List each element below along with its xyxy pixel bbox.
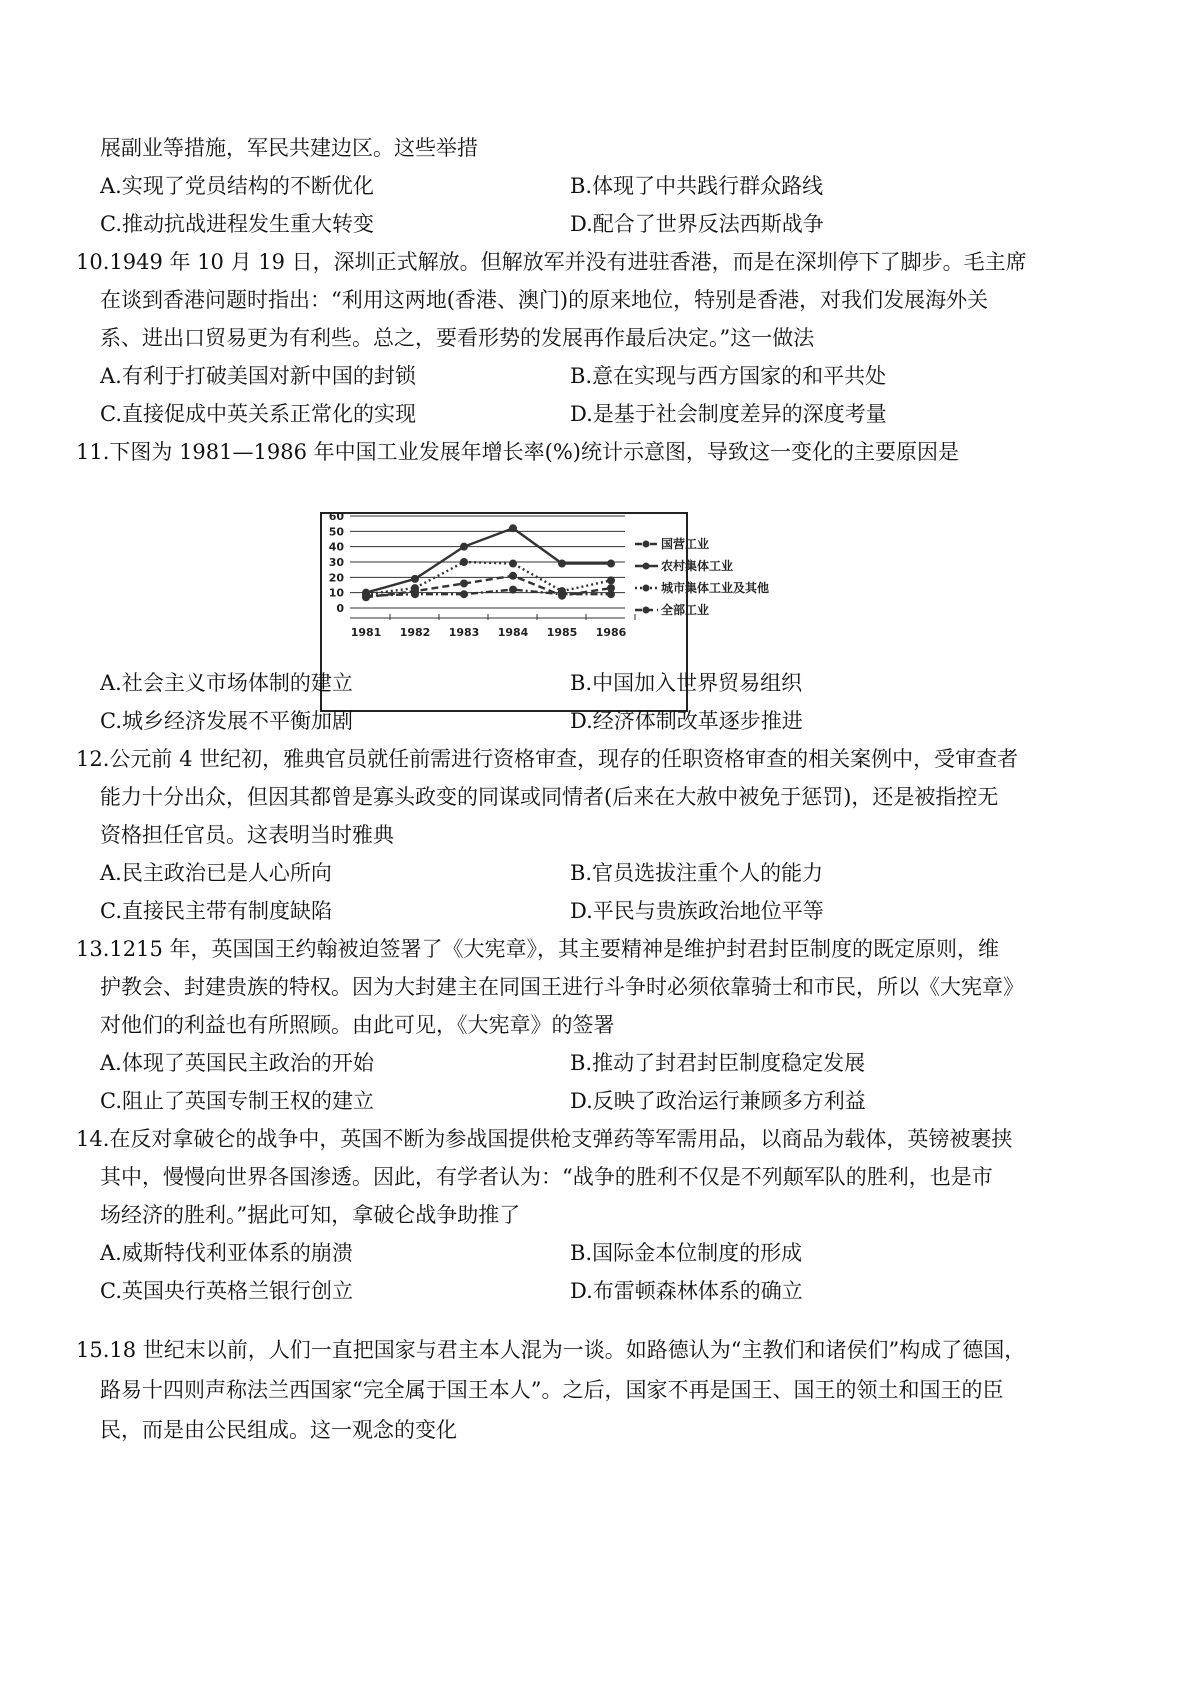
data-point	[509, 524, 517, 532]
question-15-stem: 民，而是由公民组成。这一观念的变化	[100, 1418, 457, 1442]
q10-choice-a[interactable]: A.有利于打破美国对新中国的封锁	[100, 364, 416, 388]
question-14-stem: 其中，慢慢向世界各国渗透。因此，有学者认为：“战争的胜利不仅是不列颠军队的胜利，也是市	[100, 1165, 993, 1189]
q11-choice-b[interactable]: B.中国加入世界贸易组织	[570, 671, 803, 695]
data-point	[460, 590, 468, 598]
question-10-stem: 系、进出口贸易更为有利些。总之，要看形势的发展再作最后决定。”这一做法	[100, 326, 815, 350]
y-tick-label: 0	[336, 602, 344, 615]
q13-choice-a[interactable]: A.体现了英国民主政治的开始	[100, 1051, 374, 1075]
x-tick-label: 1986	[595, 626, 627, 639]
question-12-stem: 12.公元前 4 世纪初，雅典官员就任前需进行资格审查，现存的任职资格审查的相关案例中，受审查者	[76, 747, 1019, 771]
data-point	[460, 579, 468, 587]
question-10-stem: 10.1949 年 10 月 19 日，深圳正式解放。但解放军并没有进驻香港，而是在深圳停下了脚步。毛主席	[76, 250, 1027, 274]
q11-choice-c[interactable]: C.城乡经济发展不平衡加剧	[100, 709, 353, 733]
data-point	[460, 543, 468, 551]
legend-label: 农村集体工业	[661, 559, 734, 573]
question-9-stem-tail: 展副业等措施，军民共建边区。这些举措	[100, 136, 478, 160]
question-14-stem: 14.在反对拿破仑的战争中，英国不断为参战国提供枪支弹药等军需用品，以商品为载体，英镑被裹挟	[76, 1127, 1013, 1151]
x-tick-label: 1985	[546, 626, 578, 639]
q14-choice-b[interactable]: B.国际金本位制度的形成	[570, 1241, 803, 1265]
q12-choice-b[interactable]: B.官员选拔注重个人的能力	[570, 861, 824, 885]
q11-choice-d[interactable]: D.经济体制改革逐步推进	[570, 709, 803, 733]
q9-choice-d[interactable]: D.配合了世界反法西斯战争	[570, 212, 824, 236]
question-15-stem: 路易十四则声称法兰西国家“完全属于国王本人”。之后，国家不再是国王、国王的领土和国王的臣	[100, 1378, 1004, 1402]
y-tick-label: 20	[328, 571, 344, 585]
data-point	[509, 572, 517, 580]
y-tick-label: 30	[328, 556, 344, 569]
q13-choice-d[interactable]: D.反映了政治运行兼顾多方利益	[570, 1089, 866, 1113]
question-13-stem: 13.1215 年，英国国王约翰被迫签署了《大宪章》，其主要精神是维护封君封臣制度的既定原则，维	[76, 937, 1000, 961]
question-14-stem: 场经济的胜利。”据此可知，拿破仑战争助推了	[100, 1203, 521, 1227]
legend-marker	[643, 607, 650, 614]
q10-choice-b[interactable]: B.意在实现与西方国家的和平共处	[570, 364, 887, 388]
question-13-stem: 护教会、封建贵族的特权。因为大封建主在同国王进行斗争时必须依靠骑士和市民，所以《大宪章》	[100, 975, 1024, 999]
data-point	[607, 560, 615, 568]
q11-choice-a[interactable]: A.社会主义市场体制的建立	[100, 671, 353, 695]
question-12-stem: 资格担任官员。这表明当时雅典	[100, 823, 394, 847]
q13-choice-b[interactable]: B.推动了封君封臣制度稳定发展	[570, 1051, 866, 1075]
x-tick-label: 1981	[350, 626, 382, 639]
x-tick-label: 1984	[497, 626, 529, 639]
series-line	[366, 562, 611, 594]
data-point	[509, 560, 517, 568]
q9-choice-a[interactable]: A.实现了党员结构的不断优化	[100, 174, 374, 198]
q10-choice-c[interactable]: C.直接促成中英关系正常化的实现	[100, 402, 416, 426]
legend-label: 城市集体工业及其他	[661, 581, 770, 595]
question-15-stem: 15.18 世纪末以前，人们一直把国家与君主本人混为一谈。如路德认为“主教们和诸侯们”构成了德国，	[76, 1338, 1026, 1362]
data-point	[607, 584, 615, 592]
legend-marker	[643, 563, 650, 570]
data-point	[509, 586, 517, 594]
question-10-stem: 在谈到香港问题时指出：“利用这两地(香港、澳门)的原来地位，特别是香港，对我们发展海外关	[100, 288, 989, 312]
legend-label: 国营工业	[661, 537, 710, 551]
question-12-stem: 能力十分出众，但因其都曾是寡头政变的同谋或同情者(后来在大赦中被免于惩罚)，还是被指控无	[100, 785, 999, 809]
data-point	[362, 593, 370, 601]
question-13-stem: 对他们的利益也有所照顾。由此可见，《大宪章》的签署	[100, 1013, 615, 1037]
legend-marker	[643, 541, 650, 548]
data-point	[558, 560, 566, 568]
x-tick-label: 1983	[448, 626, 480, 639]
q12-choice-d[interactable]: D.平民与贵族政治地位平等	[570, 899, 824, 923]
q14-choice-a[interactable]: A.威斯特伐利亚体系的崩溃	[100, 1241, 353, 1265]
y-tick-label: 40	[328, 540, 344, 554]
q12-choice-a[interactable]: A.民主政治已是人心所向	[100, 861, 332, 885]
q12-choice-c[interactable]: C.直接民主带有制度缺陷	[100, 899, 332, 923]
data-point	[607, 576, 615, 584]
data-point	[411, 587, 419, 595]
q14-choice-d[interactable]: D.布雷顿森林体系的确立	[570, 1279, 803, 1303]
y-tick-label: 10	[328, 586, 344, 600]
q9-choice-b[interactable]: B.体现了中共践行群众路线	[570, 174, 824, 198]
data-point	[460, 558, 468, 566]
legend-marker	[643, 585, 650, 592]
series-line	[366, 528, 611, 592]
q13-choice-c[interactable]: C.阻止了英国专制王权的建立	[100, 1089, 374, 1113]
y-tick-label: 60	[328, 510, 344, 523]
y-tick-label: 50	[328, 525, 344, 539]
q9-choice-c[interactable]: C.推动抗战进程发生重大转变	[100, 212, 374, 236]
legend-label: 全部工业	[661, 603, 710, 617]
q10-choice-d[interactable]: D.是基于社会制度差异的深度考量	[570, 402, 887, 426]
q14-choice-c[interactable]: C.英国央行英格兰银行创立	[100, 1279, 353, 1303]
data-point	[558, 592, 566, 600]
data-point	[411, 575, 419, 583]
question-11-stem: 11.下图为 1981—1986 年中国工业发展年增长率(%)统计示意图，导致这一变化的主要原因是	[76, 440, 959, 464]
x-tick-label: 1982	[399, 626, 431, 639]
